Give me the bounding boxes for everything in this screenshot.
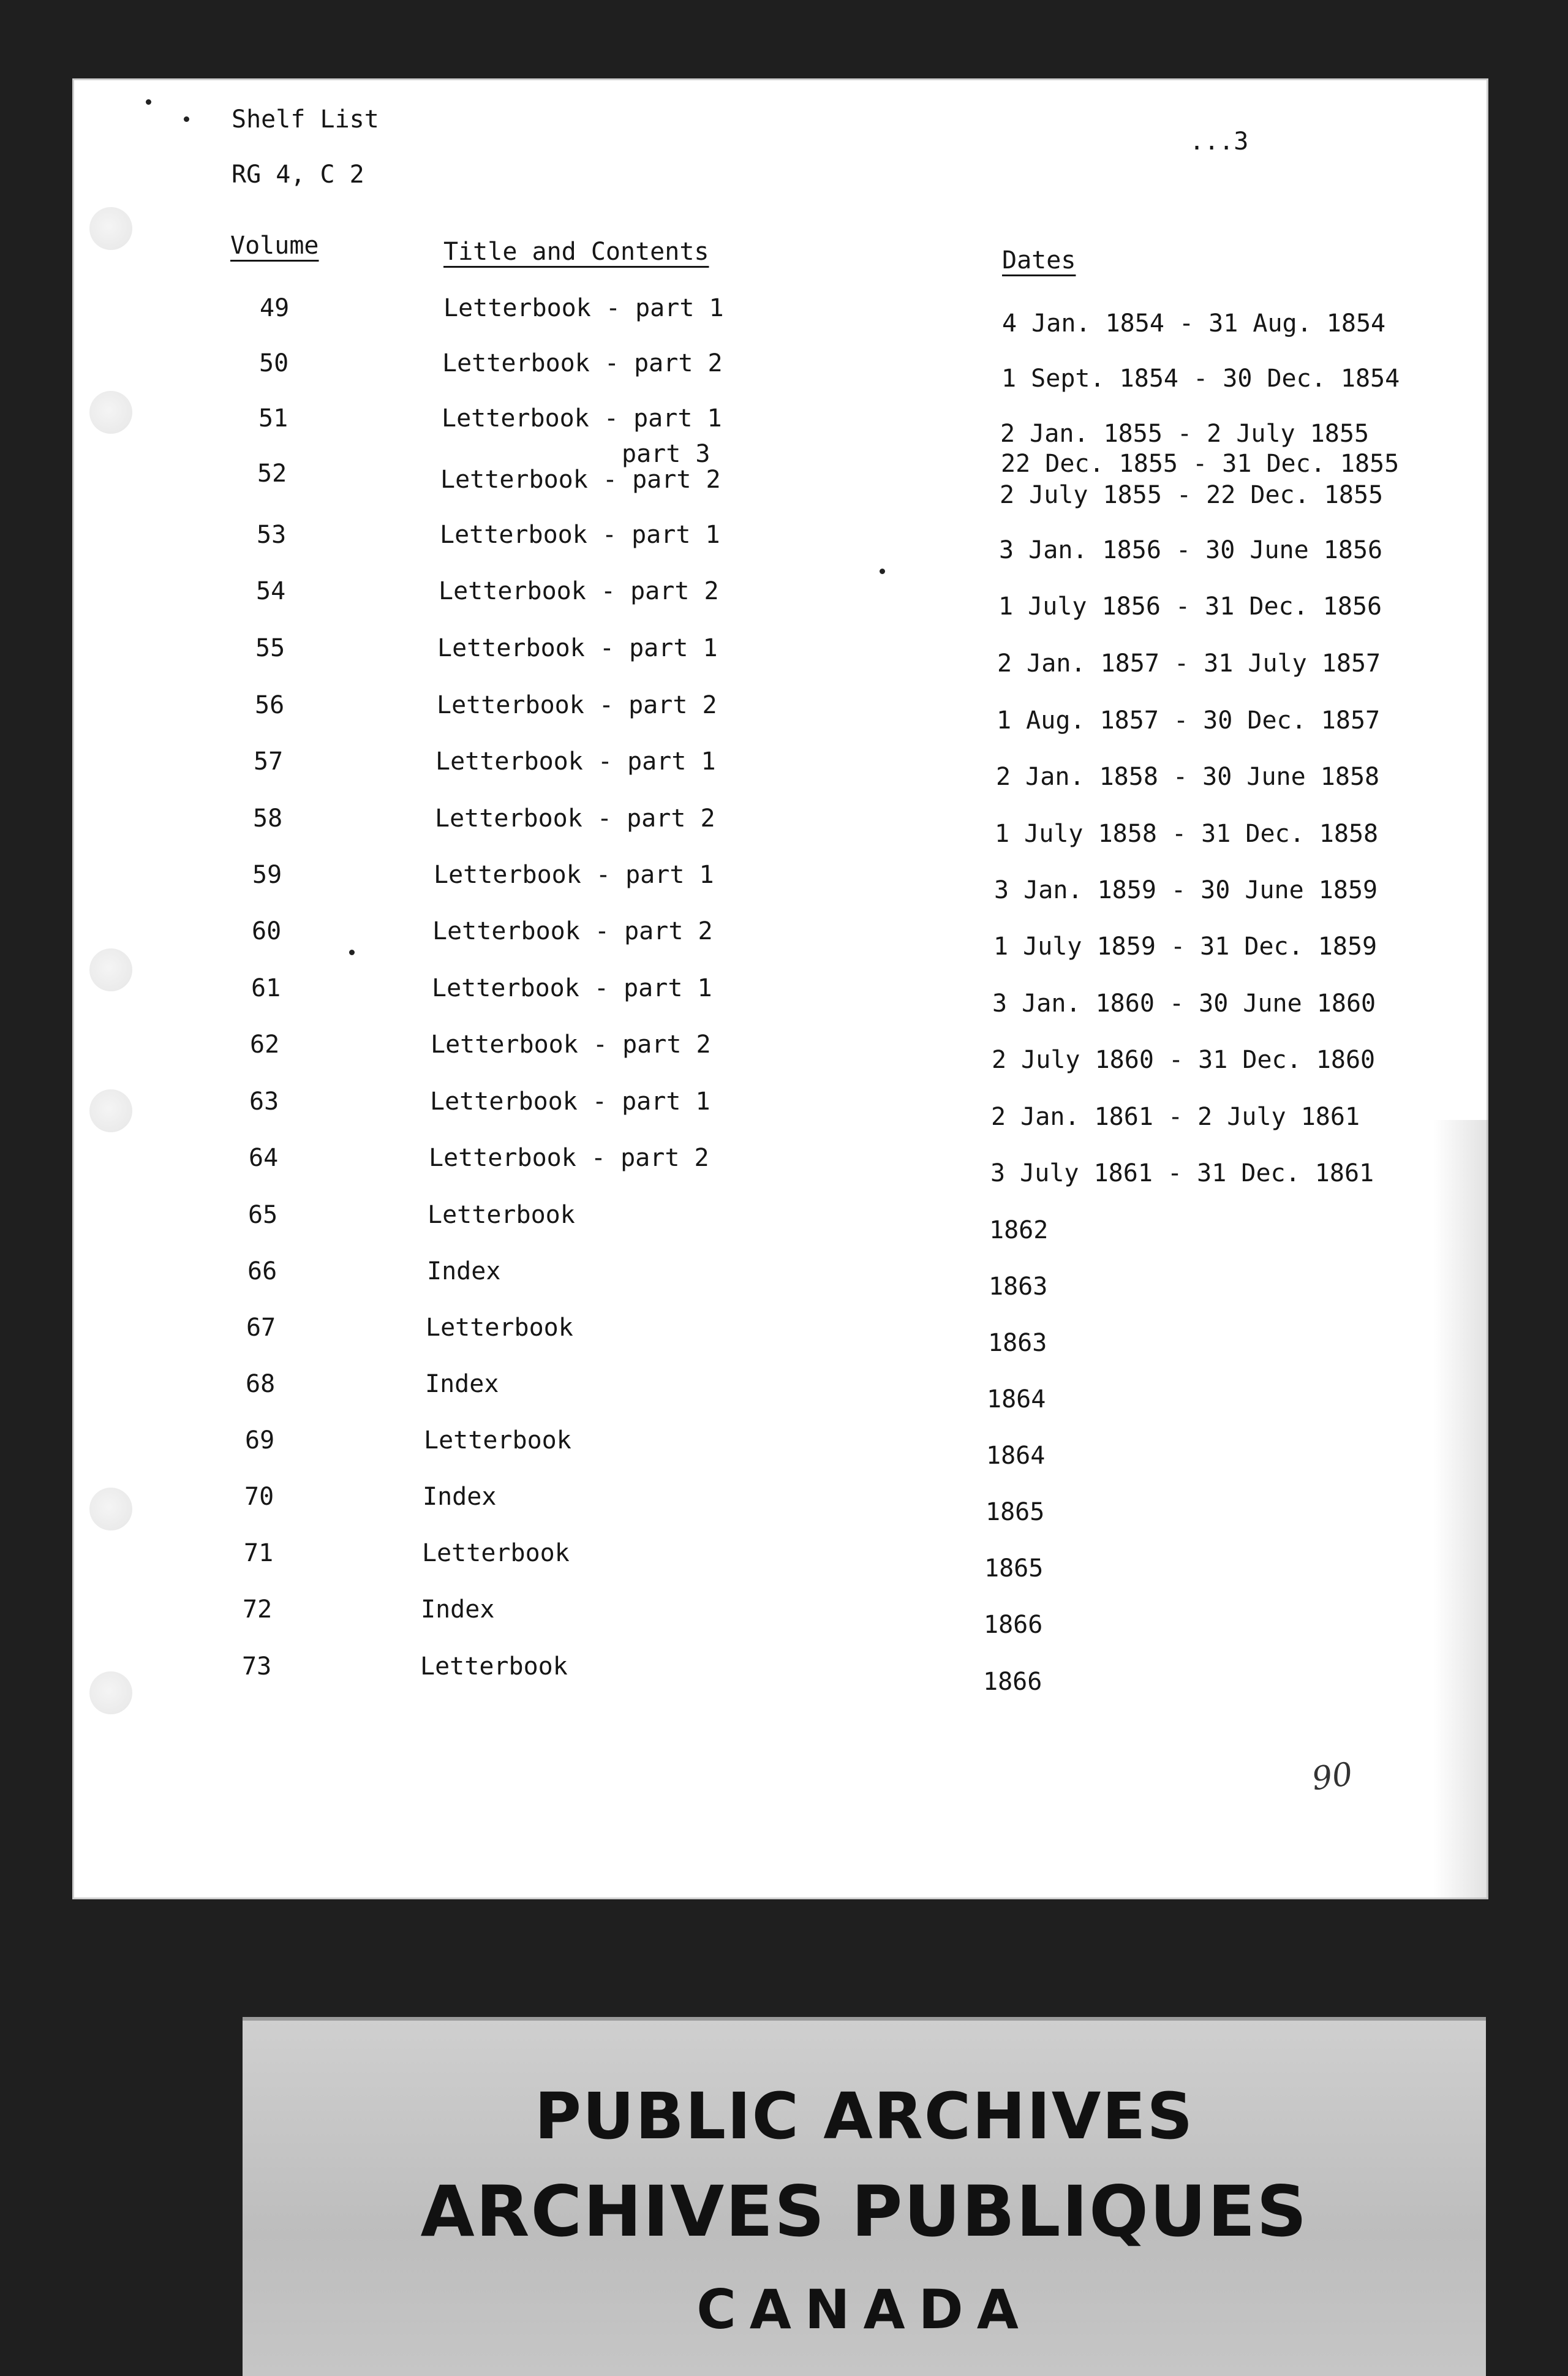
volume-number: 62: [250, 1031, 280, 1059]
volume-title: Letterbook: [426, 1314, 573, 1342]
volume-dates: 1 July 1858 - 31 Dec. 1858: [995, 820, 1379, 848]
volume-number: 63: [249, 1088, 279, 1116]
binder-hole-mark: [89, 1671, 132, 1714]
volume-number: 52: [257, 460, 287, 488]
archives-stamp: [243, 2017, 1486, 2376]
volume-number: 57: [254, 747, 284, 776]
handwritten-folio-number: 90: [1310, 1755, 1355, 1798]
volume-number: 51: [258, 404, 288, 433]
volume-title: Letterbook - part 2: [440, 466, 721, 494]
volume-number: 67: [246, 1314, 276, 1342]
volume-title: Index: [425, 1370, 499, 1398]
volume-title: Letterbook - part 1: [443, 294, 724, 322]
volume-dates: 1863: [988, 1329, 1047, 1357]
volume-dates: 1862: [989, 1216, 1049, 1244]
stray-mark: [880, 569, 885, 574]
volume-title: Letterbook - part 2: [429, 1144, 709, 1172]
volume-title: Letterbook: [428, 1201, 575, 1229]
stamp-line-country: CANADA: [696, 2278, 1032, 2341]
volume-number: 54: [256, 577, 286, 605]
volume-number: 66: [247, 1257, 277, 1285]
volume-number: 61: [251, 974, 281, 1002]
volume-dates: 2 Jan. 1858 - 30 June 1858: [996, 763, 1380, 791]
volume-dates: 1 July 1856 - 31 Dec. 1856: [998, 592, 1382, 621]
binder-hole-mark: [89, 207, 132, 250]
volume-title: Letterbook - part 2: [442, 349, 723, 377]
volume-title-extra: part 3: [622, 440, 710, 468]
binder-hole-mark: [89, 391, 132, 434]
binder-hole-mark: [89, 1488, 132, 1530]
volume-number: 71: [244, 1539, 274, 1567]
volume-dates: 2 July 1860 - 31 Dec. 1860: [992, 1046, 1376, 1074]
volume-title: Letterbook - part 1: [435, 747, 716, 776]
volume-number: 64: [249, 1144, 279, 1172]
stray-mark: [146, 99, 151, 105]
volume-number: 55: [255, 634, 285, 662]
volume-title: Index: [427, 1257, 501, 1285]
binder-hole-mark: [89, 948, 132, 991]
volume-number: 56: [255, 691, 285, 719]
stamp-line-french: ARCHIVES PUBLIQUES: [420, 2171, 1308, 2252]
volume-dates: 1866: [984, 1611, 1043, 1639]
volume-title: Letterbook: [420, 1652, 568, 1681]
volume-title: Letterbook - part 2: [437, 691, 717, 719]
stamp-line-english: PUBLIC ARCHIVES: [534, 2079, 1194, 2154]
volume-number: 70: [244, 1483, 274, 1511]
volume-title: Letterbook - part 1: [432, 974, 712, 1002]
column-heading-volume: Volume: [230, 232, 319, 260]
volume-dates: 3 Jan. 1860 - 30 June 1860: [992, 989, 1376, 1018]
volume-title: Letterbook: [422, 1539, 570, 1567]
volume-dates: 1865: [984, 1554, 1044, 1583]
volume-dates: 1 Aug. 1857 - 30 Dec. 1857: [997, 706, 1381, 735]
volume-title: Letterbook: [424, 1426, 571, 1455]
volume-number: 58: [253, 804, 283, 833]
volume-dates: 4 Jan. 1854 - 31 Aug. 1854: [1002, 309, 1386, 338]
volume-title: Letterbook - part 1: [434, 861, 714, 889]
shelf-list-heading: Shelf List: [232, 105, 379, 134]
column-heading-dates: Dates: [1002, 246, 1076, 274]
volume-number: 53: [257, 521, 287, 549]
volume-title: Letterbook - part 1: [440, 521, 720, 549]
volume-dates: 3 Jan. 1859 - 30 June 1859: [994, 876, 1378, 904]
volume-dates: 1864: [986, 1442, 1046, 1470]
volume-title: Letterbook - part 2: [431, 1031, 711, 1059]
volume-title: Index: [423, 1483, 497, 1511]
column-heading-title: Title and Contents: [443, 238, 709, 266]
volume-number: 60: [252, 917, 282, 945]
volume-title: Letterbook - part 1: [430, 1088, 710, 1116]
volume-dates: 1863: [989, 1273, 1048, 1301]
volume-number: 50: [259, 349, 289, 377]
volume-dates: 2 July 1855 - 22 Dec. 1855: [1000, 481, 1384, 509]
binder-hole-mark: [89, 1089, 132, 1132]
volume-dates: 2 Jan. 1855 - 2 July 1855: [1000, 420, 1370, 448]
volume-dates: 1864: [987, 1385, 1046, 1413]
volume-title: Letterbook - part 1: [442, 404, 722, 433]
paper-shading: [1433, 1120, 1488, 1899]
volume-title: Letterbook - part 2: [432, 917, 713, 945]
record-group-reference: RG 4, C 2: [232, 161, 364, 189]
volume-dates: 1 Sept. 1854 - 30 Dec. 1854: [1001, 365, 1400, 393]
volume-number: 68: [246, 1370, 276, 1398]
volume-number: 65: [248, 1201, 278, 1229]
volume-dates: 3 Jan. 1856 - 30 June 1856: [999, 536, 1383, 564]
volume-title: Letterbook - part 2: [435, 804, 715, 833]
volume-number: 72: [243, 1595, 273, 1624]
stray-mark: [184, 116, 189, 122]
volume-number: 59: [252, 861, 282, 889]
page-number: ...3: [1189, 127, 1249, 156]
volume-title: Index: [421, 1595, 495, 1624]
volume-dates: 2 Jan. 1861 - 2 July 1861: [991, 1103, 1360, 1131]
volume-number: 69: [245, 1426, 275, 1455]
volume-dates: 2 Jan. 1857 - 31 July 1857: [997, 649, 1381, 678]
volume-dates: 1 July 1859 - 31 Dec. 1859: [993, 933, 1378, 961]
volume-dates: 1865: [986, 1498, 1045, 1526]
volume-title: Letterbook - part 2: [439, 577, 719, 605]
volume-number: 73: [242, 1652, 272, 1681]
volume-dates: 1866: [983, 1668, 1042, 1696]
volume-number: 49: [260, 294, 290, 322]
volume-title: Letterbook - part 1: [437, 634, 718, 662]
stray-mark: [349, 950, 355, 955]
volume-dates: 3 July 1861 - 31 Dec. 1861: [990, 1159, 1374, 1187]
volume-dates-extra: 22 Dec. 1855 - 31 Dec. 1855: [1001, 450, 1400, 478]
